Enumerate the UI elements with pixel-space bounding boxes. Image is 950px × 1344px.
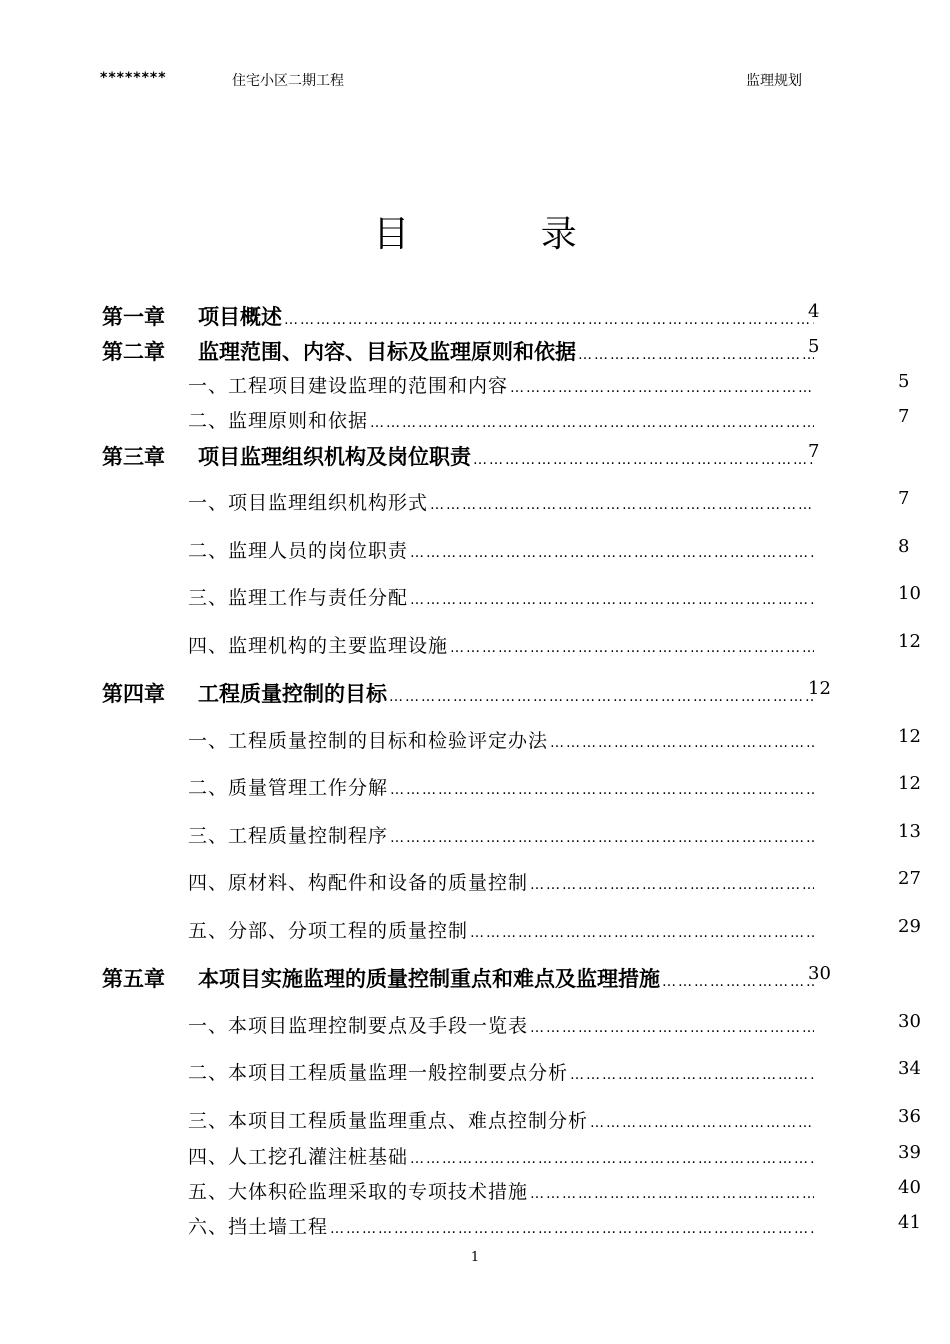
toc-entry-title: 二、监理原则和依据: [188, 410, 369, 432]
toc-chapter-number: 第三章: [102, 445, 165, 469]
toc-entry-title: 二、本项目工程质量监理一般控制要点分析: [188, 1062, 569, 1084]
toc-page-number: 5: [808, 336, 820, 357]
toc-section[interactable]: [188, 1106, 921, 1133]
toc-section[interactable]: [188, 1212, 921, 1239]
toc-page-number: 12: [898, 773, 921, 794]
toc-leader-dots: [284, 312, 814, 328]
toc-entry-title: 三、工程质量控制程序: [188, 825, 389, 847]
toc-section[interactable]: [188, 868, 921, 895]
toc-page-number: 12: [808, 678, 831, 699]
toc-leader-dots: [470, 925, 814, 941]
toc-entry-title: 二、监理人员的岗位职责: [188, 540, 409, 562]
toc-entry-title: 五、分部、分项工程的质量控制: [188, 920, 469, 942]
toc-entry-title: 一、项目监理组织机构形式: [188, 492, 429, 514]
toc-section[interactable]: [188, 1058, 921, 1085]
toc-section[interactable]: [188, 773, 921, 800]
toc-chapter-number: 第一章: [102, 305, 165, 329]
toc-section[interactable]: [188, 631, 921, 658]
toc-page-number: 39: [898, 1142, 921, 1163]
toc-leader-dots: [510, 380, 814, 396]
toc-chapter-number: 第二章: [102, 340, 165, 364]
toc-entry-title: 四、监理机构的主要监理设施: [188, 635, 449, 657]
toc-page-number: 12: [898, 726, 921, 747]
toc-leader-dots: [530, 1020, 814, 1036]
toc-page-number: 29: [898, 916, 921, 937]
toc-leader-dots: [578, 347, 814, 363]
toc-section[interactable]: [188, 488, 910, 515]
toc-leader-dots: [410, 592, 814, 608]
toc-leader-dots: [550, 735, 814, 751]
toc-page-number: 10: [898, 583, 921, 604]
header-project-name: 住宅小区二期工程: [232, 73, 344, 89]
toc-leader-dots: [370, 415, 814, 431]
toc-entry-title: 本项目实施监理的质量控制重点和难点及监理措施: [198, 967, 660, 991]
toc-section[interactable]: [188, 1011, 921, 1038]
toc-leader-dots: [390, 830, 814, 846]
toc-page-number: 27: [898, 868, 921, 889]
toc-entry-title: 六、挡土墙工程: [188, 1216, 329, 1238]
header-doc-type: 监理规划: [746, 73, 802, 89]
toc-leader-dots: [410, 545, 814, 561]
toc-entry-title: 项目监理组织机构及岗位职责: [198, 445, 471, 469]
page-title: 目 录: [373, 214, 637, 255]
toc-entry-title: 一、工程项目建设监理的范围和内容: [188, 375, 509, 397]
toc-entry-title: 项目概述: [198, 305, 282, 329]
toc-section[interactable]: [188, 583, 921, 610]
toc-page-number: 41: [898, 1212, 921, 1233]
toc-page-number: 7: [808, 441, 820, 462]
toc-chapter-number: 第五章: [102, 967, 165, 991]
toc-page-number: 8: [898, 536, 910, 557]
toc-leader-dots: [590, 1115, 814, 1131]
toc-page-number: 5: [898, 371, 910, 392]
toc-leader-dots: [450, 640, 814, 656]
toc-entry-title: 三、监理工作与责任分配: [188, 587, 409, 609]
toc-entry-title: 三、本项目工程质量监理重点、难点控制分析: [188, 1110, 589, 1132]
toc-chapter-5[interactable]: [102, 963, 831, 993]
toc-section[interactable]: [188, 536, 910, 563]
toc-entry-title: 一、本项目监理控制要点及手段一览表: [188, 1015, 529, 1037]
toc-leader-dots: [530, 1186, 814, 1202]
toc-leader-dots: [390, 782, 814, 798]
toc-entry-title: 二、质量管理工作分解: [188, 777, 389, 799]
toc-chapter-2[interactable]: [102, 336, 820, 366]
toc-section[interactable]: [188, 371, 910, 398]
toc-section[interactable]: [188, 726, 921, 753]
toc-page-number: 12: [898, 631, 921, 652]
toc-page-number: 30: [898, 1011, 921, 1032]
toc-leader-dots: [330, 1221, 814, 1237]
toc-section[interactable]: [188, 916, 921, 943]
toc-page-number: 36: [898, 1106, 921, 1127]
toc-page-number: 40: [898, 1177, 921, 1198]
toc-leader-dots: [662, 974, 814, 990]
toc-entry-title: 工程质量控制的目标: [198, 682, 387, 706]
toc-leader-dots: [473, 452, 814, 468]
toc-leader-dots: [530, 877, 814, 893]
toc-section[interactable]: [188, 1142, 921, 1169]
page-number: 1: [470, 1250, 480, 1265]
toc-page-number: 13: [898, 821, 921, 842]
toc-section[interactable]: [188, 406, 910, 433]
toc-entry-title: 五、大体积砼监理采取的专项技术措施: [188, 1181, 529, 1203]
toc-page-number: 7: [898, 488, 910, 509]
toc-chapter-number: 第四章: [102, 682, 165, 706]
toc-page-number: 34: [898, 1058, 921, 1079]
toc-chapter-3[interactable]: [102, 441, 820, 471]
toc-section[interactable]: [188, 821, 921, 848]
toc-page-number: 4: [808, 301, 820, 322]
toc-entry-title: 四、原材料、构配件和设备的质量控制: [188, 872, 529, 894]
toc-page-number: 30: [808, 963, 831, 984]
toc-entry-title: 四、人工挖孔灌注桩基础: [188, 1146, 409, 1168]
toc-chapter-4[interactable]: [102, 678, 831, 708]
toc-leader-dots: [410, 1151, 814, 1167]
header-doc-code: ********: [100, 70, 167, 86]
toc-leader-dots: [430, 497, 814, 513]
toc-leader-dots: [570, 1067, 814, 1083]
toc-entry-title: 一、工程质量控制的目标和检验评定办法: [188, 730, 549, 752]
toc-entry-title: 监理范围、内容、目标及监理原则和依据: [198, 340, 576, 364]
toc-leader-dots: [389, 689, 814, 705]
toc-chapter-1[interactable]: [102, 301, 820, 331]
toc-section[interactable]: [188, 1177, 921, 1204]
toc-page-number: 7: [898, 406, 910, 427]
